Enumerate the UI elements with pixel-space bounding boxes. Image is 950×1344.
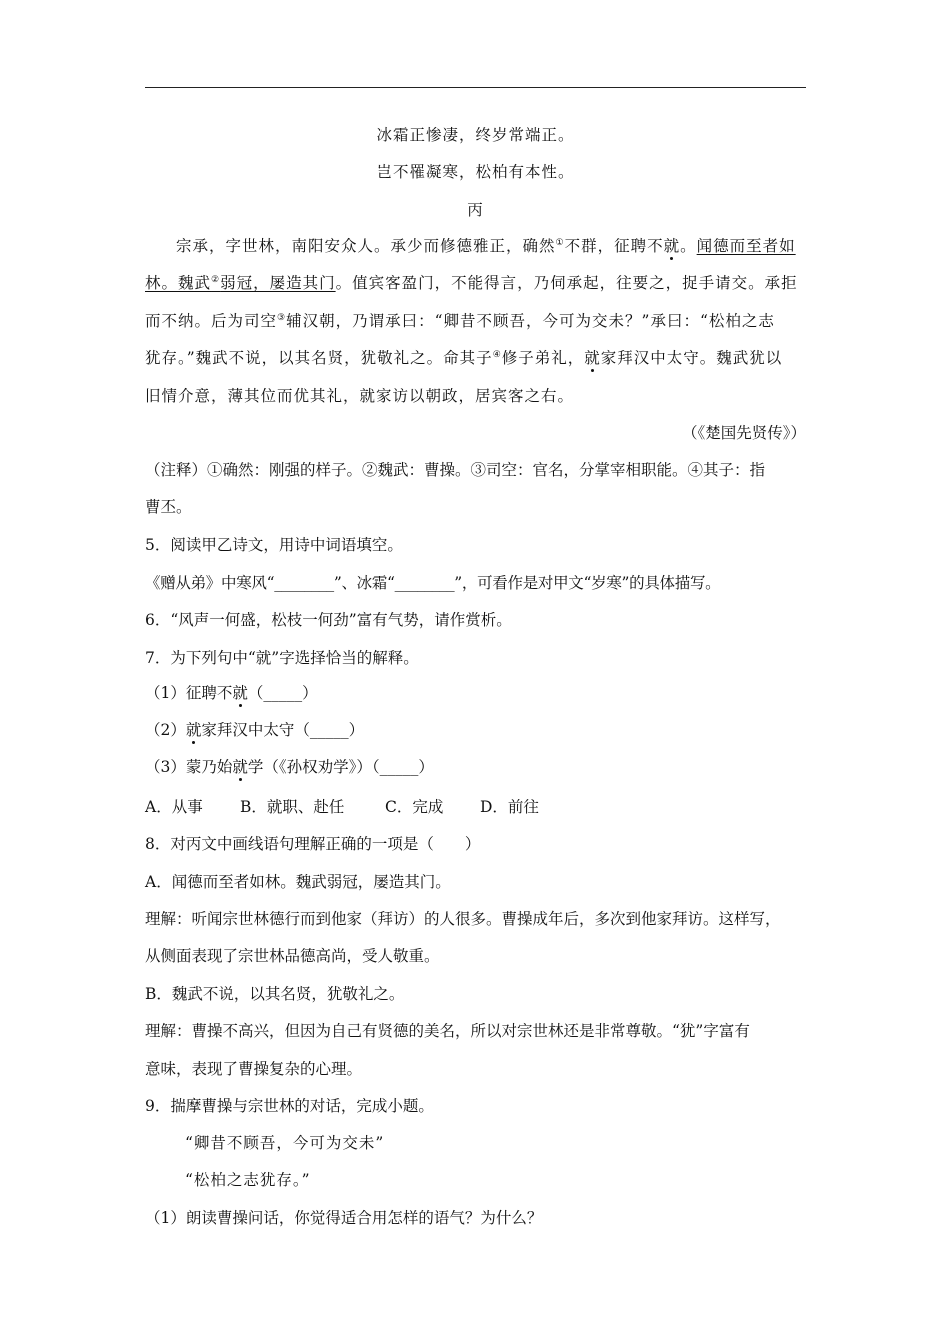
annotation-line: （注释）①确然：刚强的样子。②魏武：曹操。③司空：官名，分掌宰相职能。④其子：指: [145, 461, 766, 479]
question-7-stem: 7．为下列句中“就”字选择恰当的解释。: [145, 649, 419, 667]
question-7-item-3: （3）蒙乃始就学（《孙权劝学》）（_____）: [145, 758, 434, 776]
question-8-b-explanation: 意味，表现了曹操复杂的心理。: [145, 1060, 363, 1078]
poem-line: 冰霜正惨凄，终岁常端正。: [376, 126, 575, 144]
question-8-b-explanation: 理解：曹操不高兴，但因为自己有贤德的美名，所以对宗世林还是非常尊敬。“犹”字富有: [145, 1022, 750, 1040]
question-8-stem: 8．对丙文中画线语句理解正确的一项是（ ）: [145, 835, 481, 853]
question-9-sub-1: （1）朗读曹操问话，你觉得适合用怎样的语气？为什么？: [145, 1209, 543, 1227]
option-b: B．就职、赴任: [240, 798, 345, 816]
note-marker: ①: [555, 238, 565, 248]
emphasis-char: 就: [232, 758, 248, 776]
question-6-stem: 6．“风声一何盛，松枝一何劲”富有气势，请作赏析。: [145, 611, 512, 629]
passage-line: 旧情介意，薄其位而优其礼，就家访以朝政，居宾客之右。: [145, 387, 575, 405]
underlined-sentence: 闻德而至者如: [696, 237, 796, 255]
emphasis-char: 就: [232, 684, 248, 702]
passage-line: 宗承，字世林，南阳安众人。承少而修德雅正，确然①不群，征聘不就。闻德而至者如: [176, 237, 796, 255]
dialogue-quote: “松柏之志犹存。”: [185, 1171, 311, 1189]
poem-line: 岂不罹凝寒，松柏有本性。: [376, 163, 575, 181]
note-marker: ③: [277, 313, 287, 323]
question-8-option-a: A．闻德而至者如林。魏武弱冠，屡造其门。: [145, 873, 451, 891]
header-rule: [145, 87, 806, 88]
dialogue-quote: “卿昔不顾吾，今可为交未”: [185, 1134, 385, 1152]
emphasis-char: 就: [663, 237, 681, 255]
emphasis-char: 就: [584, 349, 601, 367]
emphasis-char: 就: [185, 721, 202, 739]
question-8-option-b: B．魏武不说，以其名贤，犹敬礼之。: [145, 985, 405, 1003]
annotation-line: 曹丕。: [145, 498, 192, 516]
passage-line: 犹存。”魏武不说，以其名贤，犹敬礼之。命其子④修子弟礼，就家拜汉中太守。魏武犹以: [145, 349, 783, 367]
question-7-item-1: （1）征聘不就（_____）: [145, 684, 318, 702]
question-9-stem: 9．揣摩曹操与宗世林的对话，完成小题。: [145, 1097, 434, 1115]
passage-line: 林。魏武②弱冠，屡造其门。值宾客盈门，不能得言，乃伺承起，往要之，捉手请交。承拒: [145, 274, 798, 292]
question-5-stem: 5．阅读甲乙诗文，用诗中词语填空。: [145, 536, 403, 554]
section-heading-bing: 丙: [467, 201, 484, 219]
note-marker: ④: [492, 350, 502, 360]
option-a: A．从事: [145, 798, 203, 816]
passage-line: 而不纳。后为司空③辅汉朝，乃谓承曰：“卿昔不顾吾，今可为交未？”承曰：“松柏之志: [145, 312, 775, 330]
question-5-fill: 《赠从弟》中寒风“________”、冰霜“________”，可看作是对甲文“岁寒”的具体描写。: [145, 574, 721, 592]
passage-source: （《楚国先贤传》）: [681, 424, 806, 442]
underlined-sentence: 林。魏武②弱冠，屡造其门: [145, 274, 336, 292]
question-8-a-explanation: 从侧面表现了宗世林品德高尚，受人敬重。: [145, 947, 440, 965]
option-d: D．前往: [480, 798, 539, 816]
option-c: C．完成: [385, 798, 444, 816]
question-7-item-2: （2）就家拜汉中太守（_____）: [145, 721, 365, 739]
question-8-a-explanation: 理解：听闻宗世林德行而到他家（拜访）的人很多。曹操成年后，多次到他家拜访。这样写，: [145, 910, 781, 928]
